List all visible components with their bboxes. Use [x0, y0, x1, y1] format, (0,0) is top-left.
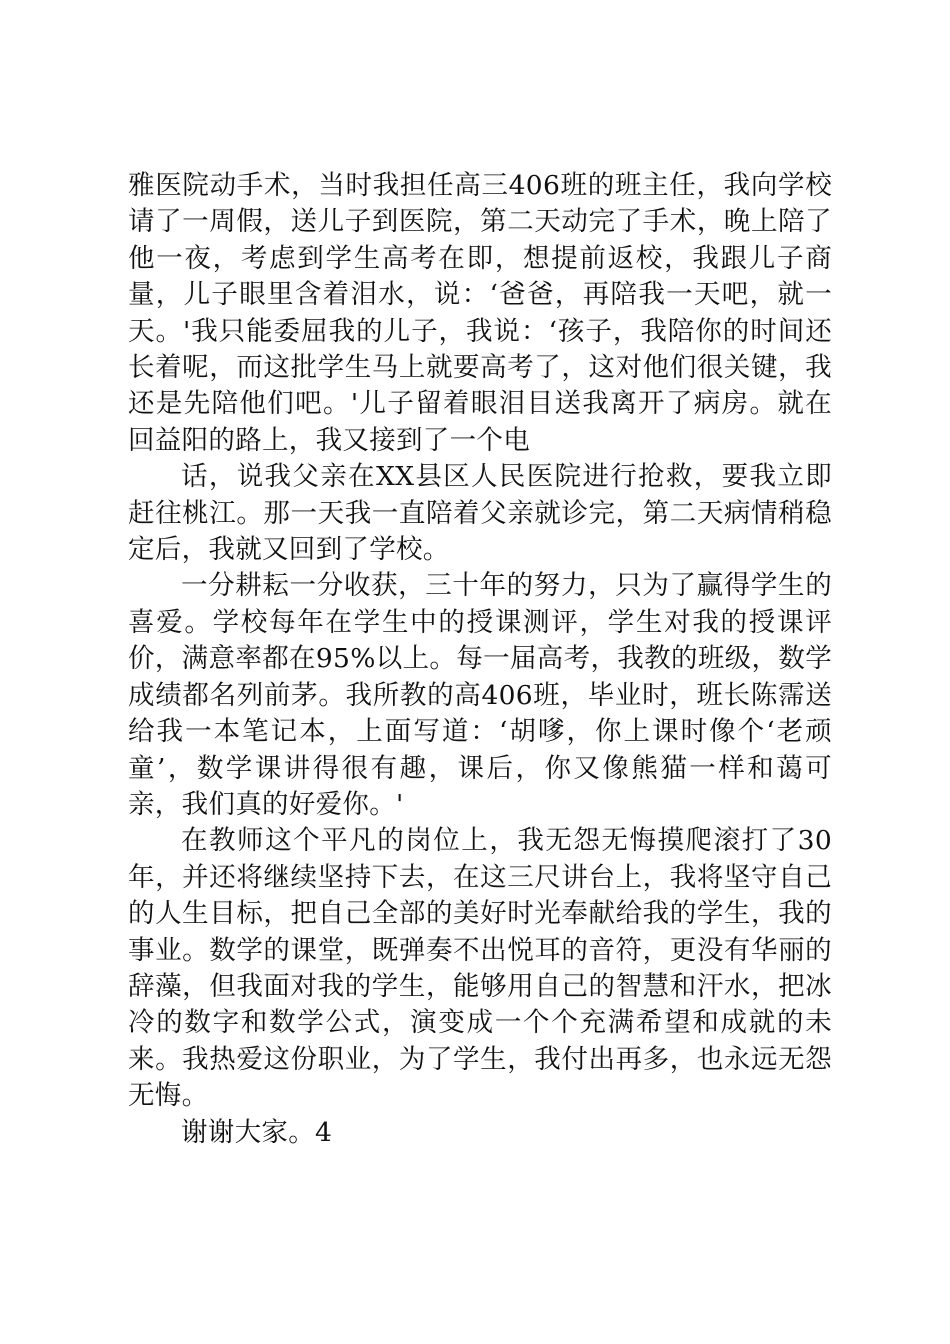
paragraph: 在教师这个平凡的岗位上，我无怨无悔摸爬滚打了30年，并还将继续坚持下去，在这三尺讲台上，我将坚守自己的人生目标，把自己全部的美好时光奉献给我的学生，我的事业。数学的课堂，既弹奏不出悦耳的音符，更没有华丽的辞藻，但我面对我的学生，能够用自己的智慧和汗水，把冰冷的数字和数学公式，演变成一个个充满希望和成就的未来。我热爱这份职业，为了学生，我付出再多，也永远无怨无悔。 — [128, 825, 832, 1112]
paragraph: 一分耕耘一分收获，三十年的努力，只为了赢得学生的喜爱。学校每年在学生中的授课测评，学生对我的授课评价，满意率都在95%以上。每一届高考，我教的班级，数学成绩都名列前茅。我所教的高406班，毕业时，班长陈霈送给我一本笔记本，上面写道：‘胡嗲，你上课时像个‘老顽童’，数学课讲得很有趣，课后，你又像熊猫一样和蔼可亲，我们真的好爱你。' — [128, 570, 832, 820]
document-page — [128, 168, 832, 1151]
paragraph: 话，说我父亲在XX县区人民医院进行抢救，要我立即赶往桃江。那一天我一直陪着父亲就诊完，第二天病情稍稳定后，我就又回到了学校。 — [128, 461, 832, 566]
paragraph: 谢谢大家。4 — [181, 1116, 333, 1148]
paragraph: 雅医院动手术，当时我担任高三406班的班主任，我向学校请了一周假，送儿子到医院，第二天动完了手术，晚上陪了他一夜，考虑到学生高考在即，想提前返校，我跟儿子商量，儿子眼里含着泪水，说：‘爸爸，再陪我一天吧，就一天。'我只能委屈我的儿子，我说：‘孩子，我陪你的时间还长着呢，而这批学生马上就要高考了，这对他们很关键，我还是先陪他们吧。'儿子留着眼泪目送我离开了病房。就在回益阳的路上，我又接到了一个电 — [128, 170, 832, 456]
